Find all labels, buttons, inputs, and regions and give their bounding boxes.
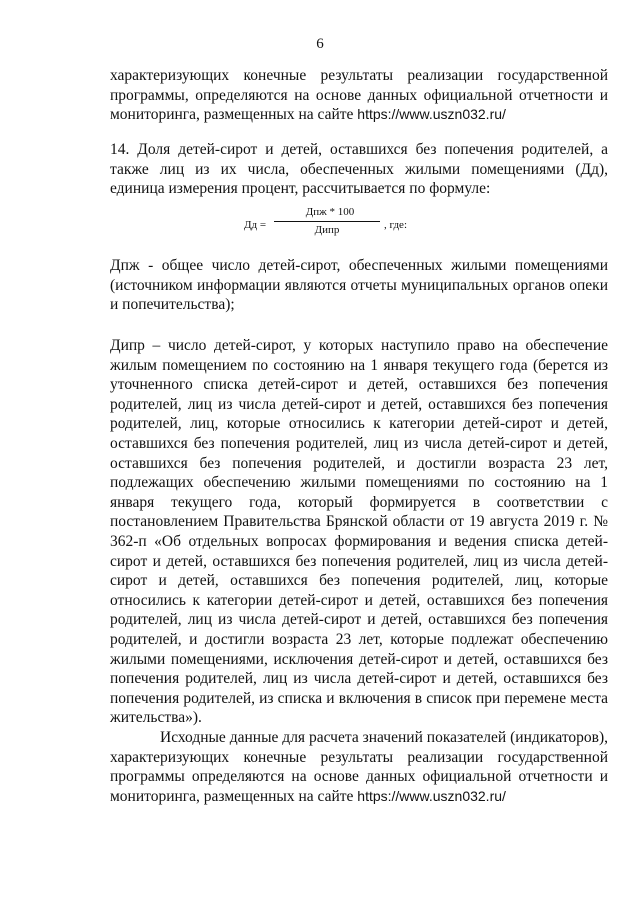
formula — [244, 206, 444, 246]
paragraph-bottom-text: Исходные данные для расчета значений показателей (индикаторов), характеризующих конечные результаты реализации государственной программы определяются на основе данных официальной отчетности и мониторинга, размещенных на сайте — [110, 729, 608, 805]
paragraph-bottom — [110, 728, 608, 806]
paragraph-top-text: характеризующих конечные результаты реализации государственной программы, определяются на основе данных официальной отчетности и мониторинга, размещенных на сайте — [110, 67, 608, 124]
definition-dipr: Дипр – число детей-сирот, у которых наступило право на обеспечение жилым помещением по состоянию на 1 января текущего года (берется из уточненного списка детей-сирот и детей, оставшихся без попечения родителей, лиц из числа детей-сирот и детей, оставшихся без попечения родителей, лиц, которые относились к категории детей-сирот и детей, оставшихся без попечения родителей, лиц из числа детей-сирот и детей, оставшихся без попечения родителей, и достигли возраста 23 лет, подлежащих обеспечению жилыми помещениями по состоянию на 1 января текущего года, который формируется в соответствии с постановлением Правительства Брянской области от 19 августа 2019 г. № 362-п «Об отдельных вопросах формирования и ведения списка детей-сирот и детей, оставшихся без попечения родителей, лиц из числа детей-сирот и детей, оставшихся без попечения родителей, лиц, которые относились к категории детей-сирот и детей, оставшихся без попечения родителей, лиц из числа детей-сирот и детей, оставшихся без попечения родителей, и достигли возраста 23 лет, которые подлежат обеспечению жилыми помещениями, исключения детей-сирот и детей, оставшихся без попечения родителей, лиц из числа детей-сирот и детей, оставшихся без попечения родителей, из списка и включения в список при перемене места жительства»). — [110, 337, 608, 727]
page-number: 6 — [316, 36, 324, 52]
formula-suffix: , где: — [384, 219, 407, 231]
formula-numerator: Дпж * 100 — [274, 206, 380, 222]
website-link[interactable]: https://www.uszn032.ru/ — [357, 106, 506, 123]
website-link-bottom[interactable]: https://www.uszn032.ru/ — [357, 787, 506, 804]
paragraph-top — [110, 66, 608, 125]
formula-fraction — [274, 206, 380, 236]
item-14-paragraph: 14. Доля детей-сирот и детей, оставшихся без попечения родителей, а также лиц из их числа, обеспеченных жилыми помещениями (Дд), единица измерения процент, рассчитывается по формуле: — [110, 141, 608, 198]
definition-dpzh: Дпж - общее число детей-сирот, обеспеченных жилыми помещениями (источником информации являются отчеты муниципальных органов опеки и попечительства); — [110, 257, 608, 314]
formula-denominator: Дипр — [314, 224, 340, 236]
formula-lhs: Дд = — [244, 219, 267, 231]
